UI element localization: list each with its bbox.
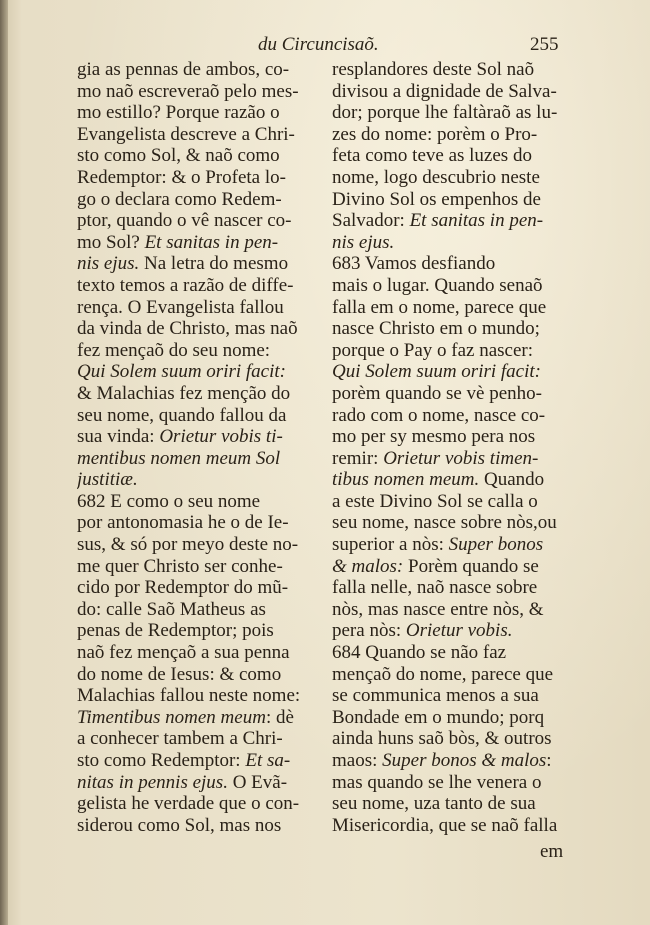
text-line	[332, 59, 570, 81]
text-segment: Divino Sol os empenhos de	[332, 188, 541, 210]
text-segment: mo Sol?	[77, 231, 145, 253]
text-segment: fez mençaõ do seu nome:	[77, 339, 271, 361]
text-segment: falla em o nome, parece que	[332, 296, 547, 318]
text-line	[332, 81, 570, 103]
text-line	[332, 599, 570, 621]
text-line	[332, 469, 570, 491]
text-segment: se communica menos a sua	[332, 685, 539, 707]
text-line	[77, 318, 315, 340]
text-line	[332, 642, 570, 664]
text-line	[77, 512, 315, 534]
text-line	[77, 59, 315, 81]
latin-quote-segment: Orietur vobis.	[405, 620, 513, 642]
text-segment: penas de Redemptor; pois	[77, 620, 274, 642]
text-segment: ptor, quando o vê nascer co-	[77, 210, 292, 232]
text-line	[332, 318, 570, 340]
text-line	[77, 210, 315, 232]
text-line	[77, 793, 315, 815]
text-line	[77, 189, 315, 211]
text-line	[332, 750, 570, 772]
text-segment: mençaõ do nome, parece que	[332, 663, 554, 685]
text-line	[332, 210, 570, 232]
text-line	[332, 707, 570, 729]
text-segment: sto como Redemptor:	[77, 750, 246, 771]
text-segment: sus, & só por meyo deste no-	[77, 534, 299, 556]
latin-quote-segment: Super bonos	[448, 534, 544, 556]
latin-quote-segment: Et sanitas in pen-	[409, 210, 544, 232]
text-segment: siderou como Sol, mas nos	[77, 814, 282, 836]
text-segment: : dè	[265, 706, 294, 728]
text-segment: Malachias fallou neste nome:	[77, 685, 301, 707]
latin-quote-segment: tibus nomen meum.	[332, 469, 480, 491]
text-segment: gelista he verdade que o con-	[77, 793, 300, 815]
text-segment: gia as pennas de ambos, co-	[77, 59, 290, 80]
text-segment: feta como teve as luzes do	[332, 145, 532, 167]
text-segment: Salvador:	[332, 210, 410, 232]
text-line	[332, 405, 570, 427]
text-line	[77, 664, 315, 686]
text-line	[77, 124, 315, 146]
text-segment: nome, logo descubrio neste	[332, 166, 540, 188]
text-line	[77, 275, 315, 297]
text-line	[77, 556, 315, 578]
text-line	[77, 81, 315, 103]
text-line	[332, 167, 570, 189]
text-segment: resplandores deste Sol naõ	[332, 59, 535, 80]
text-line	[77, 620, 315, 642]
text-segment: mo naõ escreveraõ pelo mes-	[77, 80, 299, 102]
text-line	[332, 664, 570, 686]
page-number: 255	[530, 34, 559, 55]
text-segment: O Evã-	[227, 771, 288, 793]
text-segment: por antonomasia he o de Ie-	[77, 512, 289, 534]
text-segment: a conhecer tambem a Chri-	[77, 728, 283, 750]
latin-quote-segment: justitiæ.	[77, 469, 138, 491]
text-segment: seu nome, nasce sobre nòs,ou	[332, 512, 557, 534]
text-segment: zes do nome: porèm o Pro-	[332, 123, 538, 145]
text-line	[332, 534, 570, 556]
text-line	[332, 361, 570, 383]
text-line	[332, 102, 570, 124]
text-segment: 682 E como o seu nome	[77, 490, 261, 512]
text-segment: mo per sy mesmo pera nos	[332, 426, 536, 448]
right-text-column	[332, 59, 570, 836]
text-line	[332, 232, 570, 254]
text-segment: Misericordia, que se naõ falla	[332, 814, 558, 836]
text-segment: texto temos a razão de diffe-	[77, 274, 294, 296]
text-line	[77, 448, 315, 470]
text-line	[77, 297, 315, 319]
text-line	[77, 145, 315, 167]
text-line	[77, 405, 315, 427]
text-line	[77, 707, 315, 729]
text-segment: mas quando se lhe venera o	[332, 771, 542, 793]
text-segment: nasce Christo em o mundo;	[332, 318, 540, 340]
text-line	[77, 469, 315, 491]
text-segment: Na letra do mesmo	[139, 253, 289, 275]
text-segment: divisou a dignidade de Salva-	[332, 80, 557, 102]
text-line	[332, 512, 570, 534]
text-line	[77, 361, 315, 383]
text-segment: sua vinda:	[77, 426, 160, 448]
running-head-title: du Circuncisaõ.	[258, 34, 379, 55]
text-segment: seu nome, uza tanto de sua	[332, 793, 536, 815]
text-line	[332, 556, 570, 578]
text-line	[332, 577, 570, 599]
text-segment: remir:	[332, 447, 384, 469]
text-line	[332, 297, 570, 319]
text-segment: da vinda de Christo, mas naõ	[77, 318, 298, 340]
text-line	[77, 534, 315, 556]
text-line	[77, 426, 315, 448]
running-head	[0, 30, 650, 60]
text-segment: porèm quando se vè penho-	[332, 382, 542, 404]
catchword: em	[540, 841, 564, 862]
text-segment: do: calle Saõ Matheus as	[77, 598, 266, 620]
latin-quote-segment: mentibus nomen meum Sol	[77, 447, 281, 469]
text-line	[332, 275, 570, 297]
text-segment: go o declara como Redem-	[77, 188, 282, 210]
latin-quote-segment: nis ejus.	[332, 231, 395, 253]
text-segment: :	[546, 750, 552, 771]
latin-quote-segment: Super bonos & malos	[382, 750, 547, 771]
text-line	[77, 815, 315, 837]
text-line	[77, 577, 315, 599]
text-segment: mo estillo? Porque razão o	[77, 102, 280, 124]
latin-quote-segment: & malos:	[332, 555, 404, 577]
text-segment: Evangelista descreve a Chri-	[77, 123, 295, 145]
latin-quote-segment: nitas in pennis ejus.	[77, 771, 228, 793]
text-segment: rença. O Evangelista fallou	[77, 296, 284, 318]
page-gutter-edge	[0, 0, 8, 925]
text-line	[332, 253, 570, 275]
text-segment: falla nelle, naõ nasce sobre	[332, 577, 538, 599]
text-segment: me quer Christo ser conhe-	[77, 555, 283, 577]
latin-quote-segment: Qui Solem suum oriri facit:	[77, 361, 286, 383]
text-line	[332, 685, 570, 707]
text-line	[332, 793, 570, 815]
text-segment: cido por Redemptor do mũ-	[77, 577, 289, 599]
text-line	[332, 491, 570, 513]
text-segment: & Malachias fez menção do	[77, 382, 291, 404]
text-line	[332, 620, 570, 642]
text-line	[77, 232, 315, 254]
text-line	[77, 102, 315, 124]
latin-quote-segment: Et sanitas in pen-	[144, 231, 279, 253]
text-line	[332, 189, 570, 211]
text-line	[332, 383, 570, 405]
text-line	[332, 124, 570, 146]
text-line	[77, 253, 315, 275]
text-segment: Quando	[479, 469, 545, 491]
text-line	[332, 815, 570, 837]
text-segment: porque o Pay o faz nascer:	[332, 339, 534, 361]
text-segment: rado com o nome, nasce co-	[332, 404, 546, 426]
latin-quote-segment: nis ejus.	[77, 253, 140, 275]
text-segment: superior a nòs:	[332, 534, 449, 556]
text-segment: ainda huns saõ bòs, & outros	[332, 728, 552, 750]
text-segment: naõ fez mençaõ a sua penna	[77, 642, 290, 664]
text-segment: dor; porque lhe faltàraõ as lu-	[332, 102, 558, 124]
text-segment: seu nome, quando fallou da	[77, 404, 287, 426]
latin-quote-segment: Orietur vobis timen-	[383, 447, 539, 469]
left-text-column	[77, 59, 315, 836]
text-line	[77, 642, 315, 664]
text-line	[77, 728, 315, 750]
text-line	[332, 772, 570, 794]
text-segment: do nome de Iesus: & como	[77, 663, 282, 685]
text-segment: a este Divino Sol se calla o	[332, 490, 538, 512]
text-line	[77, 750, 315, 772]
text-segment: Redemptor: & o Profeta lo-	[77, 166, 286, 188]
latin-quote-segment: Et sa-	[245, 750, 291, 771]
text-segment: maos:	[332, 750, 383, 771]
text-line	[77, 772, 315, 794]
text-segment: nòs, mas nasce entre nòs, &	[332, 598, 544, 620]
text-line	[77, 340, 315, 362]
text-segment: sto como Sol, & naõ como	[77, 145, 280, 167]
text-line	[77, 383, 315, 405]
text-line	[77, 599, 315, 621]
text-segment: 684 Quando se não faz	[332, 642, 507, 664]
text-line	[77, 491, 315, 513]
text-line	[332, 728, 570, 750]
text-line	[77, 685, 315, 707]
text-segment: Bondade em o mundo; porq	[332, 706, 545, 728]
text-segment: 683 Vamos desfiando	[332, 253, 496, 275]
text-line	[332, 448, 570, 470]
text-segment: Porèm quando se	[403, 555, 539, 577]
text-segment: pera nòs:	[332, 620, 406, 642]
text-line	[332, 340, 570, 362]
text-line	[332, 145, 570, 167]
latin-quote-segment: Orietur vobis ti-	[159, 426, 283, 448]
text-line	[332, 426, 570, 448]
text-segment: mais o lugar. Quando senaõ	[332, 274, 543, 296]
text-line	[77, 167, 315, 189]
latin-quote-segment: Timentibus nomen meum	[77, 706, 266, 728]
latin-quote-segment: Qui Solem suum oriri facit:	[332, 361, 541, 383]
